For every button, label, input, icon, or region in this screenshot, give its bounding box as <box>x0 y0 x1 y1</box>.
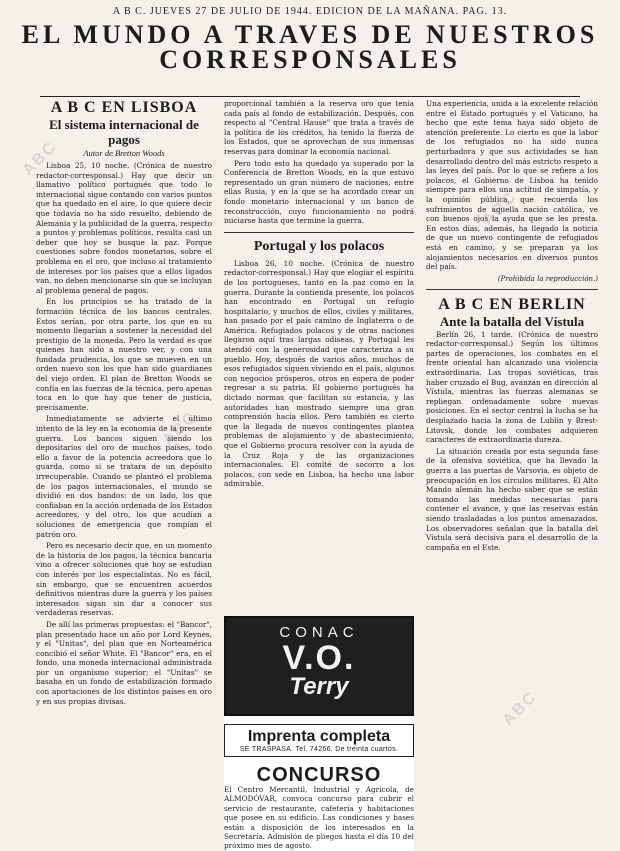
lisboa-heading: A B C EN LISBOA <box>50 99 198 116</box>
reproduction-notice: (Prohibida la reproducción.) <box>497 274 598 283</box>
page-title <box>0 22 620 72</box>
title-rule <box>40 96 580 97</box>
watermark: ABC <box>499 688 541 730</box>
watermark: ABC <box>19 138 61 180</box>
concurso-advertisement <box>224 765 414 851</box>
berlin-heading: A B C EN BERLIN <box>438 295 586 313</box>
center-paragraph: Pero todo esto ha quedado ya superado por la Conferencia de Bretton Woods, en la que estuvo representado un gran número de naciones, entre ellas Rusia, y en la que se ha acordado crear un fondo monetario internacional y un banco de reconstrucción, cuyo funcionamiento no podrá iniciarse hasta que termine la guerra. <box>224 158 414 226</box>
section-divider <box>224 232 414 233</box>
center-paragraph: proporcional también a la reserva oro que tenía cada país al fondo de estabilización. Después, con respecto al "Central Hause" que trata a través de la política de los créditos, ha tenido la fuerza de los Estados, que se aprovechan de sus inmensas reservas para dominar la economía nacional. <box>224 99 414 156</box>
imprenta-advertisement <box>224 724 414 757</box>
title-line-2: CORRESPONSALES <box>159 45 461 74</box>
concurso-title: CONCURSO <box>256 764 382 786</box>
terry-ad-line-3: Terry <box>289 673 349 700</box>
section-divider <box>426 289 598 290</box>
ads-block <box>224 616 414 851</box>
right-paragraph: Una experiencia, unida a la excelente relación entre el Estado portugués y el Vaticano, ha hecho que este tema haya sido objeto de atención preferente. Lo cierto es que la labor de los refugiados no ha sido nunca perturbadora y que sus actividades se han desarrollado dentro del más estricto respeto a las leyes del país. Por lo que se refiere a los polacos, el Gobierno de Lisboa ha tenido siempre para ellos una actitud de simpatía, y la opinión pública, que recuerda los sufrimientos de aquella nación católica, ve con buenos ojos la ayuda que se les presta. En estos días, además, ha llegado la noticia de que un nuevo contingente de refugiados está en camino, y se preparan ya los alojamientos necesarios en diversos puntos del país. <box>426 99 598 272</box>
terry-ad-line-1: CONAC <box>279 624 359 641</box>
berlin-paragraph: La situación creada por esta segunda fase de la ofensiva soviética, que ha llevado la guerra a las puertas de Varsovia, es objeto de preocupación en los círculos militares. El Alto Mando alemán ha hecho saber que se están tomando las medidas necesarias para contener el avance, y que las reservas están siendo trasladadas a los puntos amenazados. Los observadores señalan que la batalla del Vístula será decisiva para el desarrollo de la campaña en el Este. <box>426 446 598 552</box>
terry-advertisement <box>224 616 414 716</box>
lisboa-paragraph: De allí las primeras propuestas: el "Bancor", plan presentado hace un año por Lord Keynes, y el "Unitas", del plan que en Norteamérica concibió el señor White. El "Bancor" era, en el fondo, una moneda internacional administrada por un organismo superior; el "Unitas" se basaba en un fondo de estabilización formado con aportaciones de los distintos países en oro y en sus propias divisas. <box>36 619 212 706</box>
portugal-paragraph: Lisboa 26, 10 noche. (Crónica de nuestro redactor-corresponsal.) Hay que elogiar el espíritu de los portugueses, tanto en la paz como en la guerra. Durante la contienda presente, los polacos han encontrado en Portugal un refugio hospitalario, y muchos de ellos, civiles y militares, han pasado por el país camino de Inglaterra o de América. Refugiados polacos y de otras naciones llegaron aquí tras largas odiseas, y Portugal les atendió con la generosidad que caracteriza a su pueblo. Hoy, después de varios años, muchos de esos refugiados siguen viviendo en el país, algunos con negocios prósperos, otros en espera de poder regresar a su patria. El gobierno portugués ha dictado normas que facilitan su estancia, y las autoridades han mostrado siempre una gran comprensión hacia ellos. Pero también es cierto que la llegada de nuevos contingentes plantea problemas de alojamiento y de abastecimiento, que el Gobierno procura resolver con la ayuda de la Cruz Roja y de las organizaciones internacionales. El comité de socorro a los polacos, con sede en Lisboa, ha hecho una labor admirable. <box>224 258 414 489</box>
title-line-1: EL MUNDO A TRAVES DE NUESTROS <box>21 20 599 49</box>
concurso-text: El Centro Mercantil, Industrial y Agrícola, de ALMODÓVAR, convoca concurso para cubrir el servicio de restaurante, cafetería y habitaciones que posee en su edificio. Las condiciones y bases están a disposición de los interesados en la Secretaría. Admisión de pliegos hasta el día 10 del próximo mes de agosto. <box>224 785 414 851</box>
lisboa-paragraph: Inmediatamente se advierte el último intento de la ley en la economía de la presente guerra. Los bancos siguen siendo los depositarios del oro de muchos países, todo ello a favor de la potencia acreedora que lo guarda, como si se tratara de un depósito irrecuperable. Cuando se planteó el problema de los pagos internacionales, el mundo se dividió en dos bandos: de un lado, los que confiaban en la acción ordenada de los Estados acreedores, y del otro, los que acudían a soluciones de emergencia que rompían el patrón oro. <box>36 414 212 539</box>
berlin-paragraph: Berlín 26, 1 tarde. (Crónica de nuestro redactor-corresponsal.) Según los últimos partes de operaciones, los combates en el frente oriental han alcanzado una violencia extraordinaria. Las tropas soviéticas, tras haber cruzado el Bug, avanzan en dirección al Vístula, mientras las fuerzas alemanas se repliegan ordenadamente sobre nuevas posiciones. En el sector central la lucha se ha desplazado hacia la zona de Lublin y Brest-Litovsk, donde los combates adquieren caracteres de extraordinaria dureza. <box>426 329 598 445</box>
terry-ad-line-2: V.O. <box>282 639 356 677</box>
lisboa-paragraph: En los principios se ha tratado de la formación técnica de los bancos centrales. Estos serían, por otra parte, los que en su momento llegarían a sostener la necesidad del prestigio de la moneda. Pero la verdad es que quienes han sido a nuestro ver, y con una fundada prudencia, los que se mueven en un orden nuevo son los que han sido guardianes del viejo orden. El plan de Bretton Woods se confía en las fuerzas de la técnica, pero apenas toca en lo que hay que tener de justicia, precisamente. <box>36 297 212 412</box>
column-center <box>224 99 414 614</box>
watermark: ABC <box>479 188 521 230</box>
lisboa-paragraph: Pero es necesario decir que, en un momento de la historia de los pagos, la técnica bancaria vino a ofrecer soluciones que hoy se estudian con interés por los especialistas. No es fácil, sin embargo, que se encuentren acuerdos definitivos mientras dure la guerra y los países interesados sigan sin dar a conocer sus verdaderas reservas. <box>36 541 212 618</box>
lisboa-byline: Autor de Bretton Woods <box>83 148 165 158</box>
lisboa-paragraph: Lisboa 25, 10 noche. (Crónica de nuestro redactor-corresponsal.) Hay que decir un llamativo político portugués que todo lo internacional sigue contando con varios puntos que ha quedado en el aire, lo que quiere decir que todavía no ha sido resuelto, debiendo de Alemania y la publicidad de la guerra, respecto a puntos y problemas políticos, resulta casi un deber que hoy se busque la paz. Porque cuestiones sobre fondos monetarios, sobre el problema en el oro, que incluso al tratamiento de intereses por los países que a ellos ligados van, no deben mencionarse sin que se incluyan al problema general de pagos. <box>36 161 212 295</box>
running-header: A B C. JUEVES 27 DE JULIO DE 1944. EDICION DE LA MAÑANA. PAG. 13. <box>112 6 508 17</box>
lisboa-subheading: El sistema internacional de pagos <box>49 117 199 147</box>
portugal-heading: Portugal y los polacos <box>253 238 385 254</box>
imprenta-text: SE TRASPASA. Tel. 74266. De treinta cuartos. <box>239 746 399 753</box>
column-lisboa <box>36 99 212 839</box>
watermark: ABC <box>159 408 201 450</box>
berlin-subheading: Ante la batalla del Vístula <box>439 313 585 329</box>
imprenta-title: Imprenta completa <box>247 728 391 745</box>
